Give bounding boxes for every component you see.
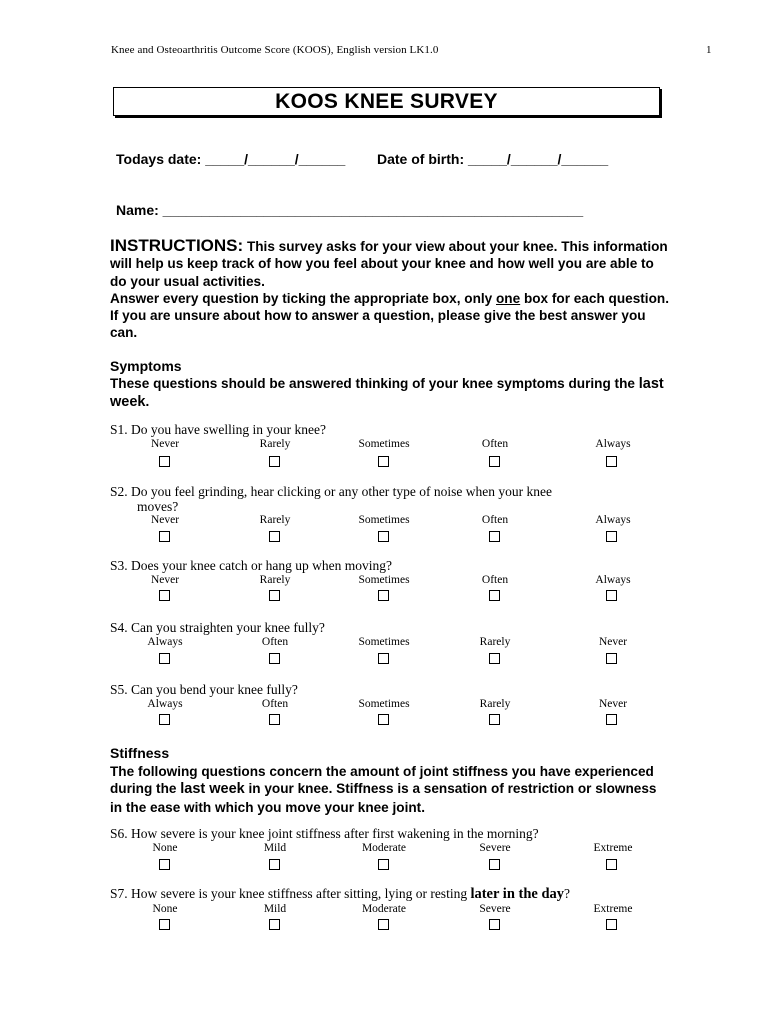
checkbox[interactable]: [159, 714, 170, 725]
question-s1: S1. Do you have swelling in your knee?: [110, 422, 326, 437]
stiffness-intro-text: The following questions concern the amount of joint stiffness you have experienced during the: [110, 764, 654, 797]
option-label: Always: [595, 438, 631, 450]
option-label: Moderate: [361, 842, 407, 854]
checkbox[interactable]: [606, 456, 617, 467]
question-s5: S5. Can you bend your knee fully?: [110, 682, 298, 697]
symptoms-intro: [110, 375, 670, 412]
page-number: 1: [706, 44, 712, 56]
option-label: Rarely: [259, 438, 291, 450]
checkbox[interactable]: [606, 714, 617, 725]
question-s2-continued: moves?: [137, 499, 179, 514]
option-label: Always: [147, 698, 183, 710]
instructions-text-2a: Answer every question by ticking the appropriate box, only: [110, 290, 493, 306]
checkbox[interactable]: [269, 714, 280, 725]
question-s6: S6. How severe is your knee joint stiffness after first wakening in the morning?: [110, 826, 539, 841]
option-label: Rarely: [259, 514, 291, 526]
question-s7-text: S7. How severe is your knee stiffness after sitting, lying or resting: [110, 886, 468, 901]
option-label: Sometimes: [358, 574, 410, 586]
checkbox[interactable]: [378, 590, 389, 601]
checkbox[interactable]: [378, 531, 389, 542]
option-label: Mild: [263, 903, 287, 915]
question-s3: S3. Does your knee catch or hang up when moving?: [110, 558, 392, 573]
option-label: Often: [261, 698, 289, 710]
option-label: Never: [150, 514, 180, 526]
question-s4: S4. Can you straighten your knee fully?: [110, 620, 325, 635]
document-header: Knee and Osteoarthritis Outcome Score (KOOS), English version LK1.0: [111, 44, 439, 56]
question-s7-end: ?: [564, 886, 571, 901]
symptoms-intro-end: .: [145, 394, 150, 410]
symptoms-intro-text: These questions should be answered thinking of your knee symptoms during the: [110, 376, 635, 391]
instructions-heading: INSTRUCTIONS:: [110, 236, 244, 255]
option-label: Extreme: [593, 842, 633, 854]
checkbox[interactable]: [606, 531, 617, 542]
checkbox[interactable]: [606, 653, 617, 664]
question-s7: [110, 886, 570, 903]
checkbox[interactable]: [378, 653, 389, 664]
option-label: Often: [481, 514, 509, 526]
name-field[interactable]: Name: ______________________________________________________: [116, 202, 584, 218]
checkbox[interactable]: [606, 859, 617, 870]
checkbox[interactable]: [269, 590, 280, 601]
checkbox[interactable]: [269, 456, 280, 467]
question-s2: S2. Do you feel grinding, hear clicking or any other type of noise when your knee: [110, 484, 553, 499]
stiffness-intro: [110, 763, 670, 816]
checkbox[interactable]: [269, 653, 280, 664]
option-label: None: [152, 903, 178, 915]
checkbox[interactable]: [489, 456, 500, 467]
checkbox[interactable]: [489, 714, 500, 725]
option-label: Often: [481, 438, 509, 450]
survey-title-box: [113, 87, 660, 116]
survey-title: KOOS KNEE SURVEY: [275, 90, 498, 113]
option-label: Never: [598, 636, 628, 648]
checkbox[interactable]: [269, 919, 280, 930]
option-label: Always: [147, 636, 183, 648]
checkbox[interactable]: [159, 531, 170, 542]
option-label: Moderate: [361, 903, 407, 915]
todays-date-field[interactable]: Todays date: _____/______/______: [116, 151, 346, 167]
checkbox[interactable]: [489, 531, 500, 542]
option-label: None: [152, 842, 178, 854]
option-label: Sometimes: [358, 438, 410, 450]
checkbox[interactable]: [159, 919, 170, 930]
checkbox[interactable]: [159, 653, 170, 664]
checkbox[interactable]: [606, 590, 617, 601]
checkbox[interactable]: [489, 653, 500, 664]
checkbox[interactable]: [378, 859, 389, 870]
checkbox[interactable]: [489, 919, 500, 930]
checkbox[interactable]: [159, 456, 170, 467]
stiffness-heading: Stiffness: [110, 745, 170, 761]
checkbox[interactable]: [489, 590, 500, 601]
option-label: Never: [150, 438, 180, 450]
stiffness-intro-emphasis: last week: [180, 781, 245, 798]
checkbox[interactable]: [159, 590, 170, 601]
checkbox[interactable]: [378, 919, 389, 930]
option-label: Extreme: [593, 903, 633, 915]
symptoms-intro-emphasis: last week: [110, 376, 664, 411]
checkbox[interactable]: [606, 919, 617, 930]
option-label: Sometimes: [358, 636, 410, 648]
instructions-text: This survey asks for your view about your knee. This information will help us keep track of how you feel about your knee and how well you are able to do your usual activities.: [110, 239, 668, 289]
option-label: Always: [595, 574, 631, 586]
option-label: Often: [481, 574, 509, 586]
checkbox[interactable]: [269, 531, 280, 542]
checkbox[interactable]: [489, 859, 500, 870]
stiffness-intro-text-2: in your knee. Stiffness is a sensation of restriction or slowness in the ease with which you move your knee joint.: [110, 781, 657, 815]
option-label: Rarely: [479, 636, 511, 648]
option-label: Rarely: [479, 698, 511, 710]
option-label: Never: [598, 698, 628, 710]
checkbox[interactable]: [159, 859, 170, 870]
option-label: Mild: [263, 842, 287, 854]
symptoms-heading: Symptoms: [110, 358, 182, 374]
option-label: Sometimes: [358, 514, 410, 526]
instructions-text-2b: box for each question. If you are unsure about how to answer a question, please give the best answer you can.: [110, 290, 669, 341]
question-s7-emphasis: later in the day: [470, 886, 565, 902]
checkbox[interactable]: [378, 456, 389, 467]
option-label: Often: [261, 636, 289, 648]
date-of-birth-field[interactable]: Date of birth: _____/______/______: [377, 151, 609, 167]
checkbox[interactable]: [269, 859, 280, 870]
instructions-block: [110, 237, 670, 342]
option-label: Severe: [479, 842, 511, 854]
option-label: Rarely: [259, 574, 291, 586]
checkbox[interactable]: [378, 714, 389, 725]
option-label: Always: [595, 514, 631, 526]
option-label: Never: [150, 574, 180, 586]
option-label: Severe: [479, 903, 511, 915]
option-label: Sometimes: [358, 698, 410, 710]
instructions-emphasis: one: [496, 290, 521, 306]
